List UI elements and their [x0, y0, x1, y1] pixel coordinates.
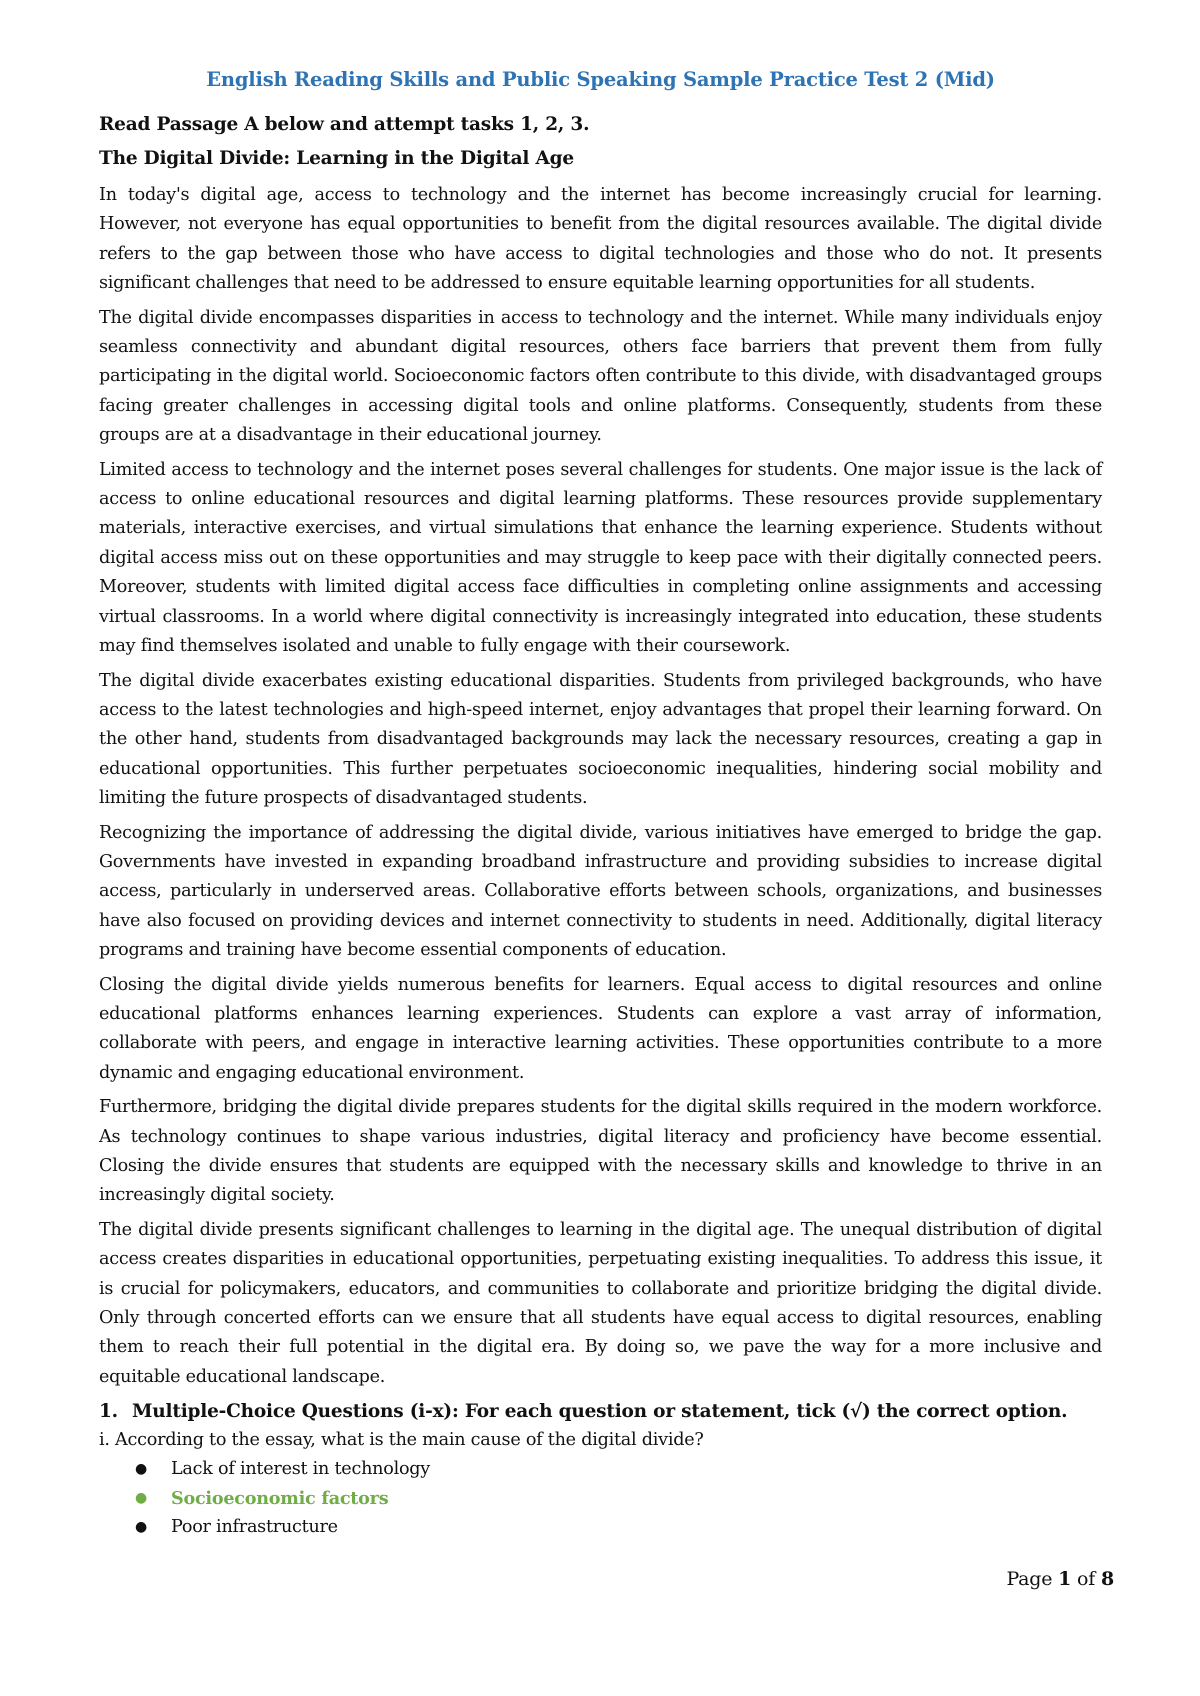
of-word: of	[1077, 1568, 1096, 1590]
option-label: Lack of interest in technology	[171, 1459, 430, 1480]
bullet-icon: ●	[135, 1461, 147, 1478]
passage-paragraph: The digital divide encompasses disparities in access to technology and the internet. While many individuals enjoy seamless connectivity and abundant digital resources, others face barriers that prevent them from fully participating in the digital world. Socioeconomic factors often contribute to this divide, with disadvantaged groups facing greater challenges in accessing digital tools and online platforms. Consequently, students from these groups are at a disadvantage in their educational journey.	[99, 307, 1102, 446]
passage-paragraph: The digital divide exacerbates existing educational disparities. Students from privileged backgrounds, who have access to the latest technologies and high-speed internet, enjoy advantages that propel their learning forward. On the other hand, students from disadvantaged backgrounds may lack the necessary resources, creating a gap in educational opportunities. This further perpetuates socioeconomic inequalities, hindering social mobility and limiting the future prospects of disadvantaged students.	[99, 670, 1102, 809]
task-heading-text: Multiple-Choice Questions (i-x): For each question or statement, tick (√) the correct option.	[132, 1401, 1068, 1423]
passage-paragraph: Furthermore, bridging the digital divide prepares students for the digital skills required in the modern workforce. As technology continues to shape various industries, digital literacy and proficiency have become essential. Closing the divide ensures that students are equipped with the necessary skills and knowledge to thrive in an increasingly digital society.	[99, 1097, 1102, 1206]
option-item[interactable]	[99, 1455, 1102, 1484]
document-title: English Reading Skills and Public Speaking Sample Practice Test 2 (Mid)	[206, 68, 995, 91]
bullet-icon: ●	[135, 1519, 147, 1536]
option-item-correct[interactable]	[99, 1484, 1102, 1513]
passage-paragraph: In today's digital age, access to technology and the internet has become increasingly crucial for learning. However, not everyone has equal opportunities to benefit from the digital resources available. The digital divide refers to the gap between those who have access to digital technologies and those who do not. It presents significant challenges that need to be addressed to ensure equitable learning opportunities for all students.	[99, 185, 1102, 294]
passage-title: The Digital Divide: Learning in the Digital Age	[99, 148, 574, 169]
option-item[interactable]	[99, 1513, 1102, 1542]
page-word: Page	[1006, 1568, 1053, 1590]
passage-paragraph: Closing the digital divide yields numerous benefits for learners. Equal access to digital resources and online educational platforms enhances learning experiences. Students can explore a vast array of information, collaborate with peers, and engage in interactive learning activities. These opportunities contribute to a more dynamic and engaging educational environment.	[99, 974, 1102, 1083]
task-1-heading	[99, 1397, 1102, 1426]
document-page	[99, 68, 1102, 1542]
page-footer	[1006, 1568, 1114, 1590]
page-current: 1	[1058, 1568, 1072, 1590]
options-list	[99, 1455, 1102, 1542]
instruction-text: Read Passage A below and attempt tasks 1, 2, 3.	[99, 114, 590, 135]
passage-paragraph: The digital divide presents significant challenges to learning in the digital age. The unequal distribution of digital access creates disparities in educational opportunities, perpetuating existing inequalities. To address this issue, it is crucial for policymakers, educators, and communities to collaborate and prioritize bridging the digital divide. Only through concerted efforts can we ensure that all students have equal access to digital resources, enabling them to reach their full potential in the digital era. By doing so, we pave the way for a more inclusive and equitable educational landscape.	[99, 1219, 1102, 1387]
passage-paragraph: Recognizing the importance of addressing the digital divide, various initiatives have emerged to bridge the gap. Governments have invested in expanding broadband infrastructure and providing subsidies to increase digital access, particularly in underserved areas. Collaborative efforts between schools, organizations, and businesses have also focused on providing devices and internet connectivity to students in need. Additionally, digital literacy programs and training have become essential components of education.	[99, 822, 1102, 961]
passage-paragraph: Limited access to technology and the internet poses several challenges for students. One major issue is the lack of access to online educational resources and digital learning platforms. These resources provide supplementary materials, interactive exercises, and virtual simulations that enhance the learning experience. Students without digital access miss out on these opportunities and may struggle to keep pace with their digitally connected peers. Moreover, students with limited digital access face difficulties in completing online assignments and accessing virtual classrooms. In a world where digital connectivity is increasingly integrated into education, these students may find themselves isolated and unable to fully engage with their coursework.	[99, 459, 1102, 657]
bullet-icon: ●	[135, 1490, 147, 1507]
option-label: Poor infrastructure	[171, 1517, 338, 1538]
page-total: 8	[1100, 1568, 1114, 1590]
question-i: i. According to the essay, what is the main cause of the digital divide?	[99, 1430, 704, 1451]
option-label: Socioeconomic factors	[171, 1488, 389, 1510]
task-number: 1.	[99, 1401, 118, 1423]
